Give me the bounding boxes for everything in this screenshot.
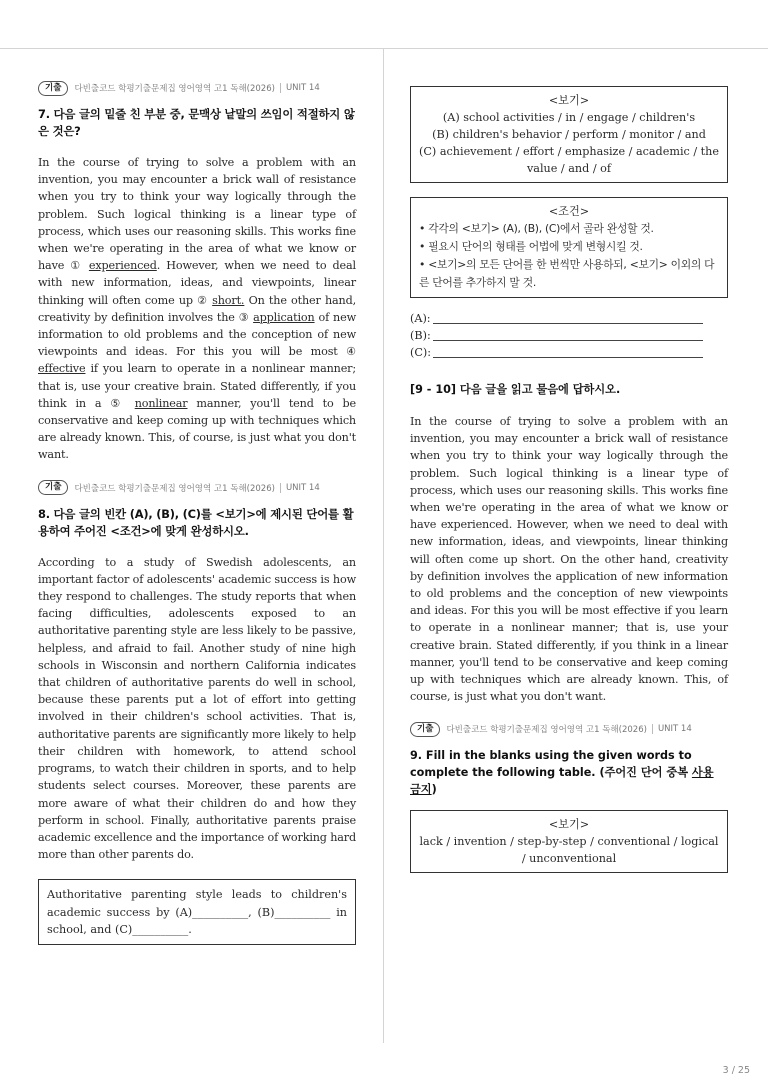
q8-title: 8. 다음 글의 빈칸 (A), (B), (C)를 <보기>에 제시된 단어를 활용하여 주어진 <조건>에 맞게 완성하시오.: [38, 506, 354, 538]
unit-label: UNIT 14: [285, 482, 320, 493]
page-number: 3 / 25: [722, 1065, 750, 1076]
bogi-line: (A) school activities / in / engage / children's: [442, 111, 696, 124]
meta-separator: [652, 724, 653, 734]
q7-underline-4: effective: [38, 362, 86, 376]
q7-text-4: of new information to old problems and the conception of new viewpoints and ideas. For this you will be most ④: [38, 310, 357, 359]
unit-label: UNIT 14: [285, 83, 320, 93]
q8-summary-box: Authoritative parenting style leads to children's academic success by (A)__________, (B)__________ in school, and (C)__________.: [38, 879, 356, 945]
right-column: [410, 86, 728, 873]
q9-bogi-box: [410, 810, 728, 873]
unit-label: UNIT 14: [657, 724, 692, 735]
question-meta: [38, 80, 356, 96]
q7-text-3: On the other hand, creativity by definition involves the ③: [38, 293, 357, 324]
condition-item: • <보기>의 모든 단어를 한 번씩만 사용하되, <보기> 이외의 다른 단어를 추가하지 말 것.: [419, 258, 715, 289]
q7-underline-5: nonlinear: [134, 396, 188, 410]
tag-badge: 기출: [410, 722, 440, 737]
blank-label: (B):: [410, 329, 431, 342]
q9-title-end: ): [431, 783, 437, 797]
bogi-line: lack / invention / step-by-step / conventional / logical: [419, 835, 719, 849]
q7-text-1: In the course of trying to solve a problem with an invention, you may encounter a brick wall of resistance when you try to think your way logically through the problem. Such logical thinking is a linear type of process, which uses our reasoning skills. This works fine when we're operating in the area of what we know or have ①: [38, 156, 356, 273]
bogi-header: <보기>: [548, 94, 590, 107]
answer-blank-b[interactable]: [410, 327, 728, 344]
tag-badge: 기출: [38, 81, 68, 96]
q7-text-5: if you learn to operate in a nonlinear manner; that is, use your creative brain. Stated differently, if you think in a ⑤: [38, 362, 356, 410]
q9-title: [410, 747, 728, 798]
source-label: 다빈출코드 학평기출문제집 영어영역 고1 독해(2026): [74, 84, 275, 94]
q7-text-6: manner, you'll tend to be conservative and keep coming up with techniques which are already known. This, of course, is just what you don't want.: [38, 396, 356, 462]
question-meta: [410, 721, 728, 737]
q7-passage: [38, 154, 356, 464]
bogi-line: value / and / of: [526, 162, 612, 175]
source-label: 다빈출코드 학평기출문제집 영어영역 고1 독해(2026): [74, 483, 275, 494]
q9-title-underline: 사용 금지: [410, 766, 714, 797]
answer-blank-c[interactable]: [410, 344, 728, 361]
left-column: [38, 80, 356, 945]
blank-line[interactable]: [433, 327, 703, 341]
bogi-line: / unconventional: [521, 852, 617, 866]
condition-header: <조건>: [548, 205, 590, 218]
q7-text-2: . However, when we need to deal with new information, ideas, and viewpoints, linear thinking will often come up ②: [38, 259, 356, 307]
blank-label: (C):: [410, 346, 432, 359]
tag-badge: 기출: [38, 480, 68, 495]
meta-separator: [280, 483, 281, 493]
meta-separator: [280, 83, 281, 93]
blank-line[interactable]: [433, 310, 703, 324]
q7-title: 7. 다음 글의 밑줄 친 부분 중, 문맥상 낱말의 쓰임이 적절하지 않은 것은?: [38, 107, 355, 138]
q9-10-passage: In the course of trying to solve a problem with an invention, you may encounter a brick wall of resistance when you try to think your way logically through the problem. Such logical thinking is a linear type of process, which uses our reasoning skills. This works fine when we're operating in the area of what we know or have experienced. However, when we need to deal with new information, ideas, and viewpoints, linear thinking will often come up short. On the other hand, creativity by definition involves the application of new information to old problems and the conception of new viewpoints and ideas. For this you will be most effective if you learn to operate in a nonlinear manner; that is, use your creative brain. Stated differently, if you think in a linear manner, you'll tend to be conservative and keep coming up with techniques which are already known. This, of course, is just what you don't want.: [410, 415, 728, 704]
bogi-line: (C) achievement / effort / emphasize / academic / the: [419, 145, 719, 158]
blank-label: (A):: [410, 312, 431, 325]
q8-bogi-box: [410, 86, 728, 183]
condition-item: • 필요시 단어의 형태를 어법에 맞게 변형시킬 것.: [419, 240, 643, 253]
q9-title-text: 9. Fill in the blanks using the given words to complete the following table. (주어진 단어 중복: [410, 749, 692, 780]
q7-underline-2: short.: [212, 293, 245, 307]
bogi-line: (B) children's behavior / perform / monitor / and: [432, 128, 706, 141]
condition-item: • 각각의 <보기> (A), (B), (C)에서 골라 완성할 것.: [419, 222, 654, 235]
bogi-header: <보기>: [548, 818, 590, 832]
q8-condition-box: [410, 197, 728, 298]
q7-underline-3: application: [253, 310, 315, 324]
answer-blanks: [410, 310, 728, 361]
source-label: 다빈출코드 학평기출문제집 영어영역 고1 독해(2026): [446, 725, 647, 736]
column-divider: [383, 49, 384, 1043]
q7-underline-1: experienced: [88, 259, 157, 273]
answer-blank-a[interactable]: [410, 310, 728, 327]
q9-10-section-title: [9 - 10] 다음 글을 읽고 물음에 답하시오.: [410, 383, 621, 396]
q8-passage: According to a study of Swedish adolescents, an important factor of adolescents' academic success is how they respond to challenges. The study reports that when facing difficulties, adolescents exposed to an authoritative parenting style are less likely to be passive, helpless, and afraid to fail. Another study of nine high schools in Wisconsin and northern California indicates that children of authoritative parents do well in school, because these parents put a lot of effort into getting involved in their children's school activities. That is, authoritative parents are significantly more likely to help their children with homework, to attend school programs, to watch their children in sports, and to help students select courses. Moreover, these parents are more aware of what their children do and how they perform in school. Finally, authoritative parents praise academic excellence and the importance of working hard more than other parents do.: [38, 555, 357, 862]
blank-line[interactable]: [433, 344, 703, 358]
condition-list: [419, 220, 719, 292]
header-rule: [0, 48, 768, 49]
question-meta: [38, 480, 356, 496]
